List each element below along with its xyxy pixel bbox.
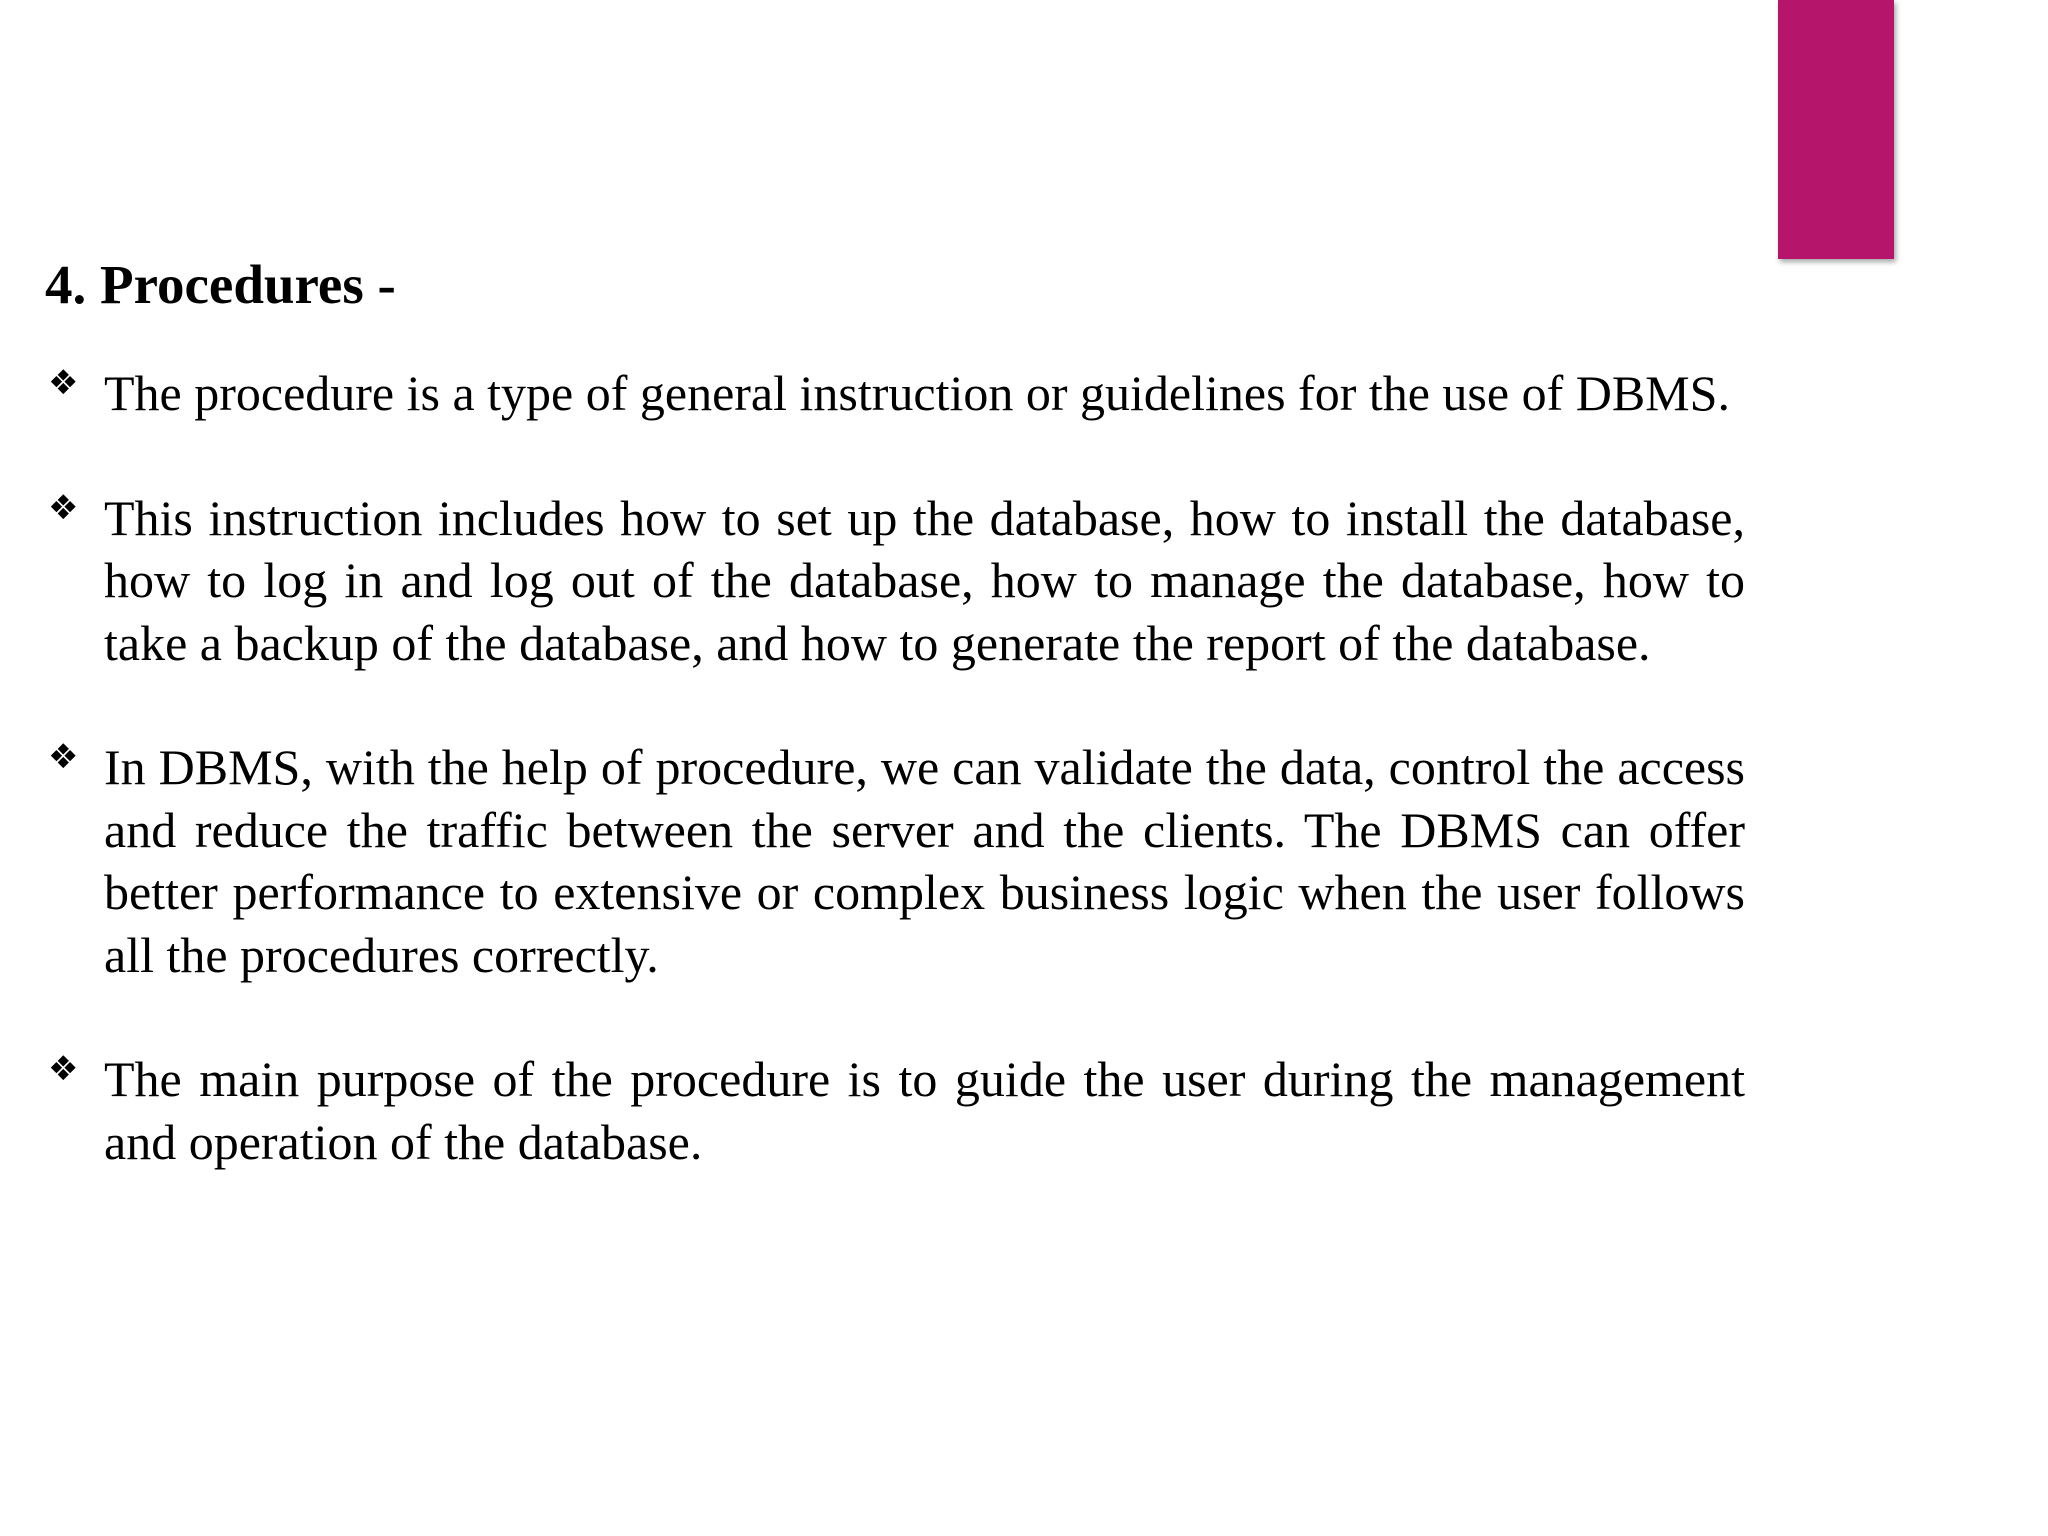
four-diamond-bullet-icon: ❖ — [48, 363, 79, 403]
accent-bar — [1778, 0, 1894, 259]
bullet-list — [45, 362, 1745, 1235]
bullet-text: This instruction includes how to set up the database, how to install the database, how to log in and log out of the database, how to manage the database, how to take a backup of the database, and how to generate the report of the database. — [104, 489, 1745, 671]
bullet-text: In DBMS, with the help of procedure, we can validate the data, control the access and reduce the traffic between the server and the clients. The DBMS can offer better performance to extensive or complex business logic when the user follows all the procedures correctly. — [104, 739, 1745, 983]
bullet-item — [45, 736, 1745, 986]
four-diamond-bullet-icon: ❖ — [48, 487, 79, 528]
four-diamond-bullet-icon: ❖ — [48, 737, 79, 777]
bullet-item — [45, 1048, 1745, 1173]
bullet-item — [45, 362, 1745, 425]
bullet-text: The main purpose of the procedure is to guide the user during the management and operation of the database. — [104, 1051, 1745, 1170]
bullet-text: The procedure is a type of general instruction or guidelines for the use of DBMS. — [104, 365, 1730, 421]
four-diamond-bullet-icon: ❖ — [48, 1049, 79, 1089]
bullet-item — [45, 487, 1745, 675]
slide-title: 4. Procedures - — [45, 254, 396, 315]
